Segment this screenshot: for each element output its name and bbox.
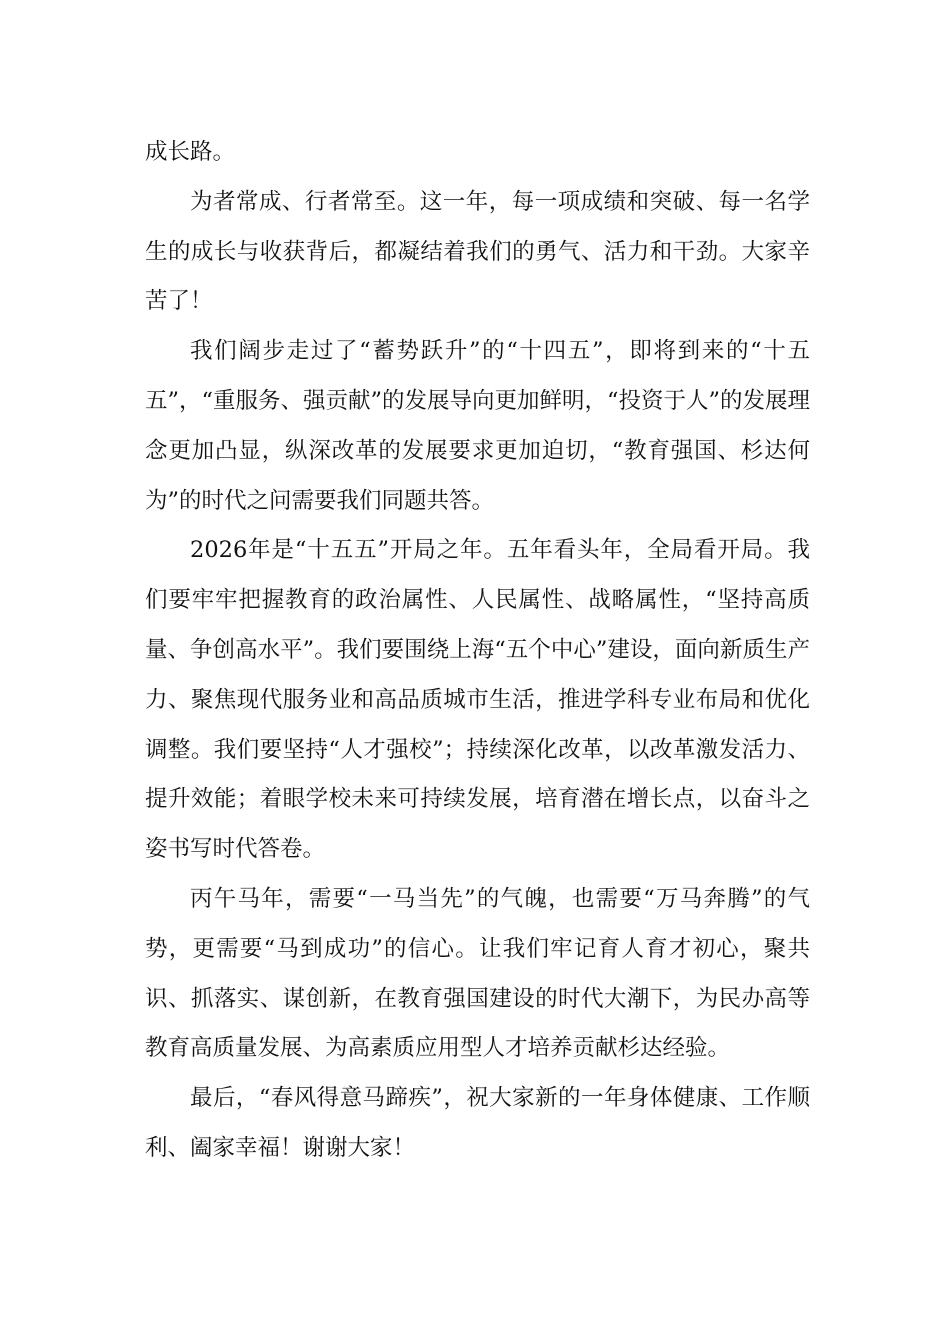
paragraph-horse-year: 丙午马年，需要“一马当先”的气魄，也需要“万马奔腾”的气势，更需要“马到成功”的信心。让我们牢记育人育才初心，聚共识、抓落实、谋创新，在教育强国建设的时代大潮下，为民办高等教育高质量发展、为高素质应用型人才培养贡献杉达经验。 [145, 885, 810, 1062]
paragraph-closing-wishes: 最后，“春风得意马蹄疾”，祝大家新的一年身体健康、工作顺利、阖家幸福！谢谢大家！ [145, 1085, 810, 1161]
paragraph-fifteenth-plan: 我们阔步走过了“蓄势跃升”的“十四五”，即将到来的“十五五”，“重服务、强贡献”的发展导向更加鲜明，“投资于人”的发展理念更加凸显，纵深改革的发展要求更加迫切，“教育强国、杉达何为”的时代之问需要我们同题共答。 [145, 338, 811, 514]
paragraph-2026-goals: 2026年是“十五五”开局之年。五年看头年，全局看开局。我们要牢牢把握教育的政治属性、人民属性、战略属性，“坚持高质量、争创高水平”。我们要围绕上海“五个中心”建设，面向新质生产力、聚焦现代服务业和高品质城市生活，推进学科专业布局和优化调整。我们要坚持“人才强校”；持续深化改革，以改革激发活力、提升效能；着眼学校未来可持续发展，培育潜在增长点，以奋斗之姿书写时代答卷。 [145, 537, 810, 863]
paragraph-continuation: 成长路。 [145, 139, 236, 165]
paragraph-thanks: 为者常成、行者常至。这一年，每一项成绩和突破、每一名学生的成长与收获背后，都凝结着我们的勇气、活力和干劲。大家辛苦了！ [145, 188, 810, 315]
speech-body [145, 128, 810, 1174]
